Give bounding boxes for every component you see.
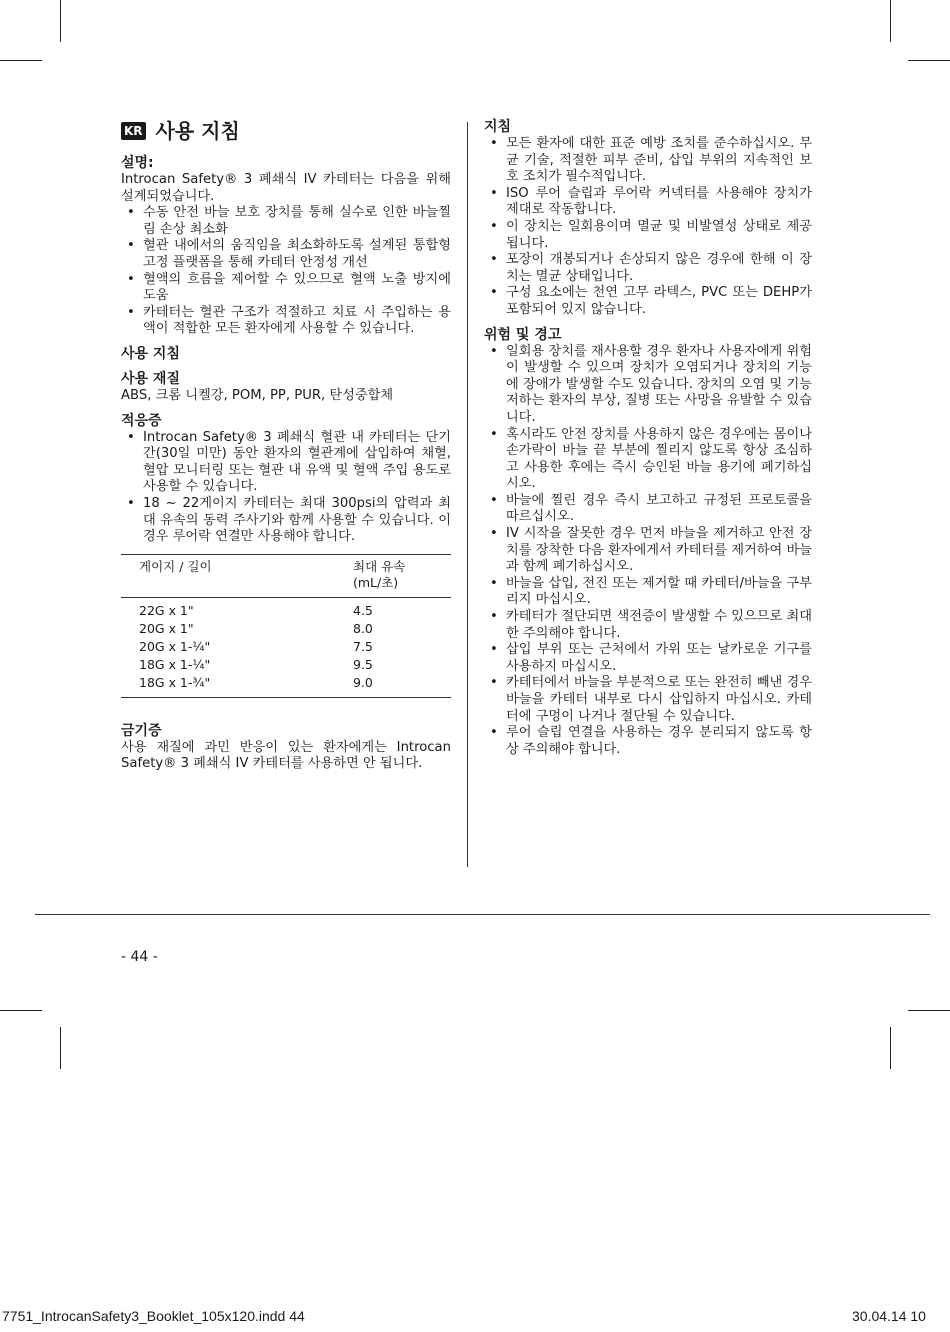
flow-cell: 9.0 — [335, 674, 451, 698]
list-item: • 카테터가 절단되면 색전증이 발생할 수 있으므로 최대한 주의해야 합니다. — [484, 609, 812, 642]
list-item: • 혈액의 흐름을 제어할 수 있으므로 혈액 노출 방지에 도움 — [121, 272, 451, 305]
indication-list — [121, 430, 451, 546]
language-badge: KR — [121, 122, 146, 140]
description-list — [121, 205, 451, 338]
table-header-flow — [335, 554, 451, 597]
crop-mark — [890, 1027, 891, 1069]
list-item: • 카테터는 혈관 구조가 적절하고 치료 시 주입하는 용액이 적합한 모든 환자에게 사용할 수 있습니다. — [121, 305, 451, 338]
description-heading: 설명: — [121, 155, 154, 171]
material-heading: 사용 재질 — [121, 370, 180, 387]
table-row — [121, 656, 451, 674]
list-item: • 바늘을 삽입, 전진 또는 제거할 때 카테터/바늘을 구부리지 마십시오. — [484, 576, 812, 609]
gauge-cell: 20G x 1" — [139, 620, 194, 636]
gauge-cell: 22G x 1" — [139, 602, 194, 618]
list-item: • 삽입 부위 또는 근처에서 가위 또는 날카로운 기구를 사용하지 마십시오. — [484, 642, 812, 675]
list-item: • 바늘에 찔린 경우 즉시 보고하고 규정된 프로토콜을 따르십시오. — [484, 493, 812, 526]
contraindication-text: 사용 재질에 과민 반응이 있는 환자에게는 Introcan Safety® 3 폐쇄식 IV 카테터를 사용하면 안 됩니다. — [121, 739, 451, 772]
list-item: • 루어 슬립 연결을 사용하는 경우 분리되지 않도록 항상 주의해야 합니다. — [484, 725, 812, 758]
flow-cell: 4.5 — [353, 602, 373, 618]
gauge-cell: 20G x 1-¼" — [139, 638, 211, 654]
list-item: • 포장이 개봉되거나 손상되지 않은 경우에 한해 이 장치는 멸균 상태입니다. — [484, 252, 812, 285]
indication-heading: 적응증 — [121, 412, 162, 429]
crop-mark — [60, 1027, 61, 1069]
table-row — [121, 620, 451, 638]
list-item: • 수동 안전 바늘 보호 장치를 통해 실수로 인한 바늘찔림 손상 최소화 — [121, 205, 451, 238]
guidance-list — [484, 136, 812, 319]
right-column — [484, 118, 812, 758]
list-item: • 이 장치는 일회용이며 멸균 및 비발열성 상태로 제공됩니다. — [484, 219, 812, 252]
flow-cell: 9.5 — [353, 656, 373, 672]
description-intro: Introcan Safety® 3 폐쇄식 IV 카테터는 다음을 위해 설계되었습니다. — [121, 172, 451, 204]
gauge-cell: 18G x 1-¾" — [121, 674, 335, 698]
list-item: • 모든 환자에 대한 표준 예방 조치를 준수하십시오. 무균 기술, 적절한 피부 준비, 삽입 부위의 지속적인 보호 조치가 필수적입니다. — [484, 136, 812, 186]
list-item: • 혹시라도 안전 장치를 사용하지 않은 경우에는 몸이나 손가락이 바늘 끝 부분에 찔리지 않도록 항상 조심하고 사용한 후에는 즉시 승인된 바늘 용기에 폐기하십시오. — [484, 427, 812, 493]
list-item: • 혈관 내에서의 움직임을 최소화하도록 설계된 통합형 고정 플랫폼을 통해 카테터 안정성 개선 — [121, 238, 451, 271]
column-divider — [467, 122, 468, 867]
crop-mark — [60, 0, 61, 42]
list-item: • 18 ~ 22게이지 카테터는 최대 300psi의 압력과 최대 유속의 동력 주사기와 함께 사용할 수 있습니다. 이 경우 루어락 연결만 사용해야 합니다. — [121, 496, 451, 546]
footer-rule — [35, 914, 930, 915]
material-text: ABS, 크롬 니켈강, POM, PP, PUR, 탄성중합체 — [121, 387, 394, 403]
table-row — [121, 638, 451, 656]
print-slug-file: 7751_IntrocanSafety3_Booklet_105x120.indd 44 — [2, 1308, 305, 1324]
crop-mark — [0, 1010, 42, 1011]
list-item: • 카테터에서 바늘을 부분적으로 또는 완전히 빼낸 경우 바늘을 카테터 내부로 다시 삽입하지 마십시오. 카테터에 구멍이 나거나 절단될 수 있습니다. — [484, 675, 812, 725]
page-number: - 44 - — [121, 949, 158, 965]
list-item: • IV 시작을 잘못한 경우 먼저 바늘을 제거하고 안전 장치를 장착한 다음 환자에게서 카테터를 제거하여 바늘과 함께 폐기하십시오. — [484, 526, 812, 576]
page-title — [121, 118, 451, 144]
print-slug-date: 30.04.14 10 — [852, 1308, 926, 1324]
table-row — [121, 597, 451, 620]
table-row — [121, 674, 451, 698]
list-item: • 일회용 장치를 재사용할 경우 환자나 사용자에게 위험이 발생할 수 있으며 장치가 오염되거나 장치의 기능에 장애가 발생할 수도 있습니다. 장치의 오염 및 기능 저하는 환자의 부상, 질병 또는 사망을 유발할 수 있습니다. — [484, 344, 812, 427]
flow-rate-table — [121, 554, 451, 698]
flow-header-line1: 최대 유속 — [353, 558, 406, 574]
crop-mark — [890, 0, 891, 42]
list-item: • ISO 루어 슬립과 루어락 커넥터를 사용해야 장치가 제대로 작동합니다. — [484, 186, 812, 219]
list-item: • 구성 요소에는 천연 고무 라텍스, PVC 또는 DEHP가 포함되어 있지 않습니다. — [484, 285, 812, 318]
crop-mark — [908, 1010, 950, 1011]
guidance-heading: 지침 — [484, 119, 512, 135]
warning-heading: 위험 및 경고 — [484, 326, 562, 343]
gauge-cell: 18G x 1-¼" — [139, 656, 211, 672]
usage-heading: 사용 지침 — [121, 345, 180, 362]
flow-cell: 7.5 — [353, 638, 373, 654]
warning-list — [484, 344, 812, 759]
contraindication-heading: 금기증 — [121, 722, 162, 739]
crop-mark — [908, 60, 950, 61]
table-header-gauge: 게이지 / 길이 — [121, 554, 335, 597]
left-column — [121, 118, 451, 773]
flow-cell: 8.0 — [353, 620, 373, 636]
flow-header-line2: (mL/초) — [353, 574, 399, 590]
list-item: • Introcan Safety® 3 폐쇄식 혈관 내 카테터는 단기간(30일 미만) 동안 환자의 혈관계에 삽입하여 채혈, 혈압 모니터링 또는 혈관 내 유액 및 혈액 주입 용도로 사용할 수 있습니다. — [121, 430, 451, 496]
title-text: 사용 지침 — [155, 118, 240, 143]
crop-mark — [0, 60, 42, 61]
